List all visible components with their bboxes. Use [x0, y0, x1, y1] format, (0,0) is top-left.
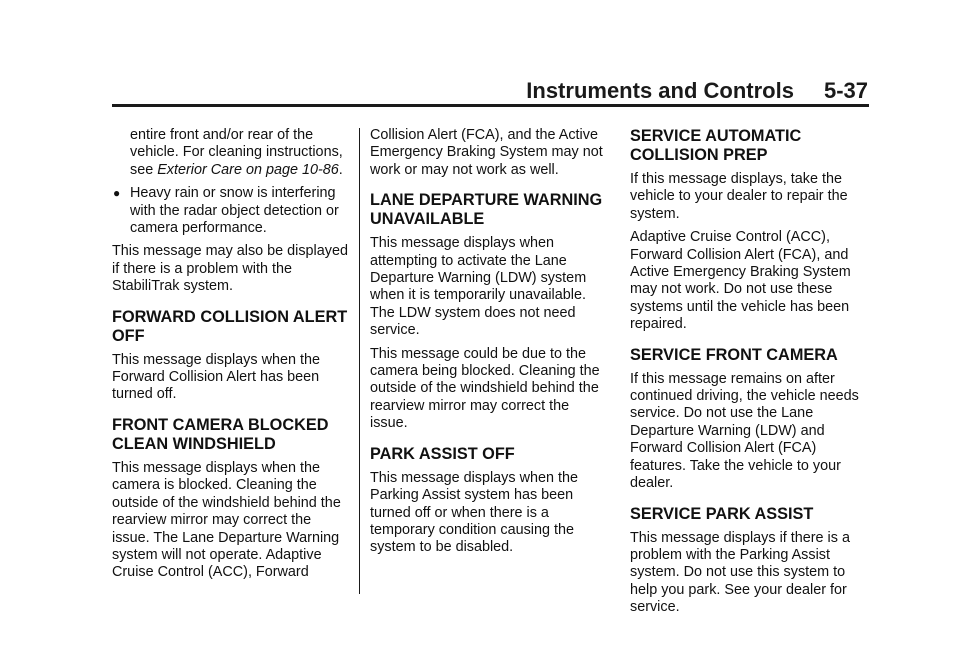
service-park-assist-paragraph: This message displays if there is a problem with the Parking Assist system. Do not use this system to help you park. See your dealer for service.	[630, 529, 850, 616]
continued-text-end: .	[338, 161, 343, 178]
camera-blocked-paragraph: This message displays when the camera is blocked. Cleaning the outside of the windshield behind the rearview mirror may correct the issue. The Lane Departure Warning system will not operate. Adaptive Cruise Control (ACC), Forward	[112, 459, 341, 581]
header-rule	[112, 104, 869, 107]
page-number: 5-37	[823, 78, 868, 103]
column-left	[112, 127, 352, 588]
ldw-paragraph-2: This message could be due to the camera being blocked. Cleaning the outside of the windshield behind the rearview mirror may correct the issue.	[370, 345, 600, 432]
service-acp-paragraph-1: If this message displays, take the vehicle to your dealer to repair the system.	[630, 171, 848, 222]
page-header	[112, 78, 868, 104]
continued-bullet-text	[130, 127, 352, 179]
column-middle	[370, 127, 610, 563]
section-title: Instruments and Controls	[526, 78, 794, 103]
ldw-paragraph-1: This message displays when attempting to activate the Lane Departure Warning (LDW) system when it is temporarily unavailable. The LDW system does not need service.	[370, 235, 587, 339]
column-right	[630, 127, 870, 623]
ldw-unavailable-heading: LANE DEPARTURE WARNING UNAVAILABLE	[370, 191, 603, 229]
service-park-assist-heading: SERVICE PARK ASSIST	[630, 504, 814, 523]
bullet-text: Heavy rain or snow is interfering with the radar object detection or camera performance.	[130, 185, 339, 237]
park-assist-off-heading: PARK ASSIST OFF	[370, 444, 515, 463]
service-acp-paragraph-2: Adaptive Cruise Control (ACC), Forward Collision Alert (FCA), and Active Emergency Braking System may not work. Do not use these systems until the vehicle has been repaired.	[630, 229, 851, 333]
continued-paragraph: Collision Alert (FCA), and the Active Emergency Braking System may not work or may not work as well.	[370, 127, 603, 178]
column-divider	[359, 128, 360, 594]
exterior-care-reference[interactable]: Exterior Care on page 10-86	[157, 161, 339, 178]
continued-text: entire front and/or rear of the vehicle. For cleaning instructions, see	[130, 127, 343, 178]
service-front-camera-heading: SERVICE FRONT CAMERA	[630, 345, 838, 364]
stabilitrak-paragraph: This message may also be displayed if there is a problem with the StabiliTrak system.	[112, 243, 348, 295]
service-acp-heading: SERVICE AUTOMATIC COLLISION PREP	[630, 127, 802, 164]
fca-off-paragraph: This message displays when the Forward Collision Alert has been turned off.	[112, 351, 320, 403]
park-assist-off-paragraph: This message displays when the Parking Assist system has been turned off or when there is a temporary condition causing the system to be disabled.	[370, 469, 578, 556]
bullet-icon: ●	[113, 186, 121, 201]
bullet-item	[112, 185, 352, 237]
service-front-camera-paragraph: If this message remains on after continued driving, the vehicle needs service. Do not use the Lane Departure Warning (LDW) and Forward Collision Alert (FCA) features. Take the vehicle to your dealer.	[630, 370, 859, 492]
fca-off-heading: FORWARD COLLISION ALERT OFF	[112, 307, 348, 345]
camera-blocked-heading: FRONT CAMERA BLOCKED CLEAN WINDSHIELD	[112, 415, 329, 453]
